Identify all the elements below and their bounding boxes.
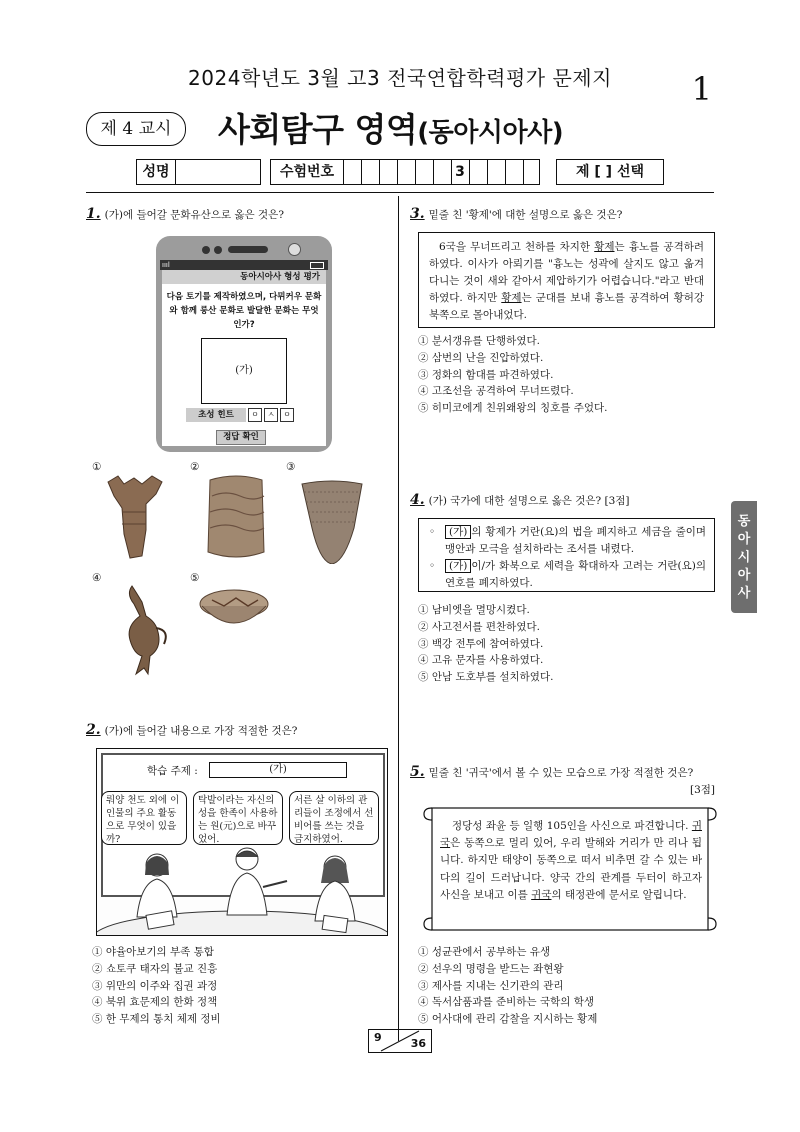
q5-options <box>418 944 718 1028</box>
q5-option-1[interactable]: ① 성균관에서 공부하는 유생 <box>418 946 551 958</box>
hint-consonant-1: ㅇ <box>248 408 262 422</box>
session-badge: 제 4 교시 <box>86 112 186 146</box>
q4-number: 4. <box>410 492 425 508</box>
q4-prompt-text: (가) 국가에 대한 설명으로 옳은 것은? [3점] <box>428 495 630 507</box>
q4-option-5[interactable]: ⑤ 안남 도호부를 설치하였다. <box>418 671 554 684</box>
selection-box <box>556 159 664 185</box>
q1-option-2-label[interactable]: ② <box>190 461 200 473</box>
artifact-pottery-4[interactable] <box>112 582 172 678</box>
total-pages: 36 <box>410 1037 426 1050</box>
q3-passage-part: 6국을 무너뜨리고 천하를 차지한 <box>439 241 595 253</box>
status-bar <box>160 260 328 270</box>
name-label: 성명 <box>137 160 176 184</box>
q3-option-4[interactable]: ④ 고조선을 공격하여 무너뜨렸다. <box>418 385 574 398</box>
q5-passage-part: 의 태정관에 문서로 알립니다. <box>551 888 687 901</box>
selection-label: 제 [ ] 선택 <box>556 159 664 185</box>
speaker-icon <box>228 246 268 253</box>
page-number: 1 <box>691 70 712 108</box>
q4-line-1 <box>429 524 706 558</box>
phone-screen <box>162 270 326 446</box>
q1-option-3-label[interactable]: ③ <box>286 461 296 473</box>
q2-number: 2. <box>86 722 101 738</box>
q1-number: 1. <box>86 206 101 222</box>
signal-icon: ıııl <box>162 261 170 269</box>
q3-passage-part: 는 군대를 보내 흉노를 공격하여 황허강 북쪽으로 몰아내었다. <box>429 292 704 321</box>
exam-number-digit: 3 <box>455 164 465 180</box>
q3-passage-part: 는 흉노를 공격하려 하였다. 이사가 아뢰기를 "흉노는 성곽에 살지도 않고 옮겨 다니는 것이 새와 같아서 제압하기가 어렵습니다."라고 반대하였다. 하지만 <box>429 241 704 304</box>
bullet-icon: ◦ <box>429 560 436 572</box>
q5-underline-your-country: 귀국 <box>531 888 552 901</box>
q4-option-4[interactable]: ④ 고유 문자를 사용하였다. <box>418 654 544 667</box>
exam-title: 2024학년도 3월 고3 전국연합학력평가 문제지 <box>188 66 612 90</box>
side-tab-text: 동아시아사 <box>737 514 751 601</box>
subject-sub: (동아시아사) <box>417 118 564 148</box>
hint-consonant-3: ㅇ <box>280 408 294 422</box>
exam-number-box <box>270 159 542 185</box>
artifact-pottery-5[interactable] <box>198 584 270 634</box>
q5-prompt <box>410 764 693 780</box>
q1-option-5-label[interactable]: ⑤ <box>190 572 200 584</box>
subject-main: 사회탐구 영역 <box>218 110 418 149</box>
q1-prompt <box>86 206 284 222</box>
confirm-answer-button[interactable]: 정답 확인 <box>216 430 266 445</box>
q3-passage <box>418 232 715 328</box>
q3-option-3[interactable]: ③ 정화의 함대를 파견하였다. <box>418 368 554 381</box>
q3-options <box>418 333 718 417</box>
page-indicator <box>368 1029 432 1053</box>
q4-options <box>418 602 718 686</box>
q5-option-2[interactable]: ② 선우의 명령을 받드는 좌현왕 <box>418 962 564 975</box>
camera-icon <box>288 243 301 256</box>
q3-underline-emperor: 황제 <box>594 241 615 253</box>
speech-bubble-3: 서른 살 이하의 관리들이 조정에서 선비어를 쓰는 것을 금지하였어. <box>289 791 379 845</box>
battery-icon <box>310 262 324 269</box>
classroom-illustration <box>96 748 388 936</box>
q5-option-3[interactable]: ③ 제사를 지내는 신기관의 관리 <box>418 979 564 992</box>
study-topic-label: 학습 주제 : <box>147 765 198 777</box>
subject-title <box>218 104 563 151</box>
artifact-pottery-1[interactable] <box>100 472 172 564</box>
artifact-pottery-3[interactable] <box>298 478 368 564</box>
q4-option-3[interactable]: ③ 백강 전투에 참여하였다. <box>418 637 544 650</box>
q5-points: [3점] <box>690 784 716 796</box>
q1-option-1-label[interactable]: ① <box>92 461 102 473</box>
q4-line-2-text: 이/가 화북으로 세력을 확대하자 고려는 거란(요)의 연호를 폐지하였다. <box>445 560 706 589</box>
name-box <box>136 159 261 185</box>
q2-option-1[interactable]: ① 야율아보기의 부족 통합 <box>92 946 214 958</box>
q4-option-2[interactable]: ② 사고전서를 편찬하였다. <box>418 620 540 633</box>
q1-option-4-label[interactable]: ④ <box>92 572 102 584</box>
q5-passage <box>440 818 702 904</box>
speech-bubble-1: 뤄양 천도 외에 이 인물의 주요 활동으로 무엇이 있을까? <box>101 791 187 845</box>
hint-consonant-2: ㅅ <box>264 408 278 422</box>
speech-bubble-2: 탁발이라는 자신의 성을 한족이 사용하는 원(元)으로 바꾸었어. <box>193 791 283 845</box>
artifact-pottery-2[interactable] <box>200 472 272 564</box>
q2-option-5[interactable]: ⑤ 한 무제의 통치 체제 정비 <box>92 1013 221 1026</box>
camera-dot-icon <box>202 246 210 254</box>
q5-underline-your-country: 귀국 <box>440 820 702 850</box>
hint-label: 초성 힌트 <box>186 408 246 422</box>
q2-prompt <box>86 722 297 738</box>
q5-passage-part: 정당성 좌윤 등 일행 105인을 사신으로 파견합니다. <box>452 820 692 832</box>
q2-options <box>92 944 392 1028</box>
q5-option-5[interactable]: ⑤ 어사대에 관리 감찰을 지시하는 황제 <box>418 1013 598 1026</box>
q3-option-2[interactable]: ② 삼번의 난을 진압하였다. <box>418 351 544 364</box>
q2-option-4[interactable]: ④ 북위 효문제의 한화 정책 <box>92 996 218 1009</box>
q4-line-1-text: 의 황제가 거란(요)의 법을 폐지하고 세금을 줄이며 맹안과 모극을 설치하라는 조서를 내렸다. <box>445 526 706 555</box>
exam-number-label: 수험번호 <box>271 160 344 184</box>
bullet-icon: ◦ <box>429 526 436 538</box>
q3-prompt <box>410 206 622 222</box>
q4-line-2 <box>429 558 706 592</box>
q4-passage <box>418 518 715 592</box>
subject-side-tab <box>731 501 757 613</box>
q3-number: 3. <box>410 206 425 222</box>
study-topic-box: (가) <box>209 762 347 778</box>
header-divider <box>86 192 714 193</box>
q1-prompt-text: (가)에 들어갈 문화유산으로 옳은 것은? <box>104 209 284 221</box>
current-page: 9 <box>374 1031 382 1044</box>
q4-prompt <box>410 492 630 508</box>
q5-option-4[interactable]: ④ 독서삼품과를 준비하는 국학의 학생 <box>418 996 594 1009</box>
q3-option-1[interactable]: ① 분서갱유를 단행하였다. <box>418 335 540 347</box>
q4-tag-ga: (가) <box>445 559 471 573</box>
q5-prompt-text: 밑줄 친 '귀국'에서 볼 수 있는 모습으로 가장 적절한 것은? <box>428 767 694 779</box>
q3-underline-emperor: 황제 <box>501 292 522 304</box>
q2-prompt-text: (가)에 들어갈 내용으로 가장 적절한 것은? <box>104 725 298 737</box>
q4-tag-ga: (가) <box>445 525 471 539</box>
q4-option-1[interactable]: ① 남비엣을 멸망시켰다. <box>418 604 530 616</box>
quiz-title: 동아시아사 형성 평가 <box>162 270 326 284</box>
q3-option-5[interactable]: ⑤ 히미코에게 친위왜왕의 칭호를 주었다. <box>418 402 608 415</box>
q5-number: 5. <box>410 764 425 780</box>
students-at-table <box>97 847 387 935</box>
answer-placeholder: (가) <box>201 338 287 404</box>
q5-passage-part: 은 동쪽으로 멀리 있어, 우리 발해와 거리가 만 리나 됩니다. 하지만 태양이 동쪽으로 떠서 비추면 갈 수 있는 바다의 길이 드러납니다. 양국 간의 관계를 두터이 하고자 사신을 보내고 이를 <box>440 837 702 901</box>
q3-prompt-text: 밑줄 친 '황제'에 대한 설명으로 옳은 것은? <box>428 209 623 221</box>
camera-dot-icon <box>214 246 222 254</box>
quiz-question: 다음 토기를 제작하였으며, 다뮈커우 문화와 함께 룽산 문화로 발달한 문화는 무엇인가? <box>166 292 322 330</box>
q2-option-2[interactable]: ② 쇼토쿠 태자의 불교 진흥 <box>92 962 218 975</box>
q2-option-3[interactable]: ③ 위만의 이주와 집권 과정 <box>92 979 218 992</box>
column-divider <box>398 196 399 1041</box>
